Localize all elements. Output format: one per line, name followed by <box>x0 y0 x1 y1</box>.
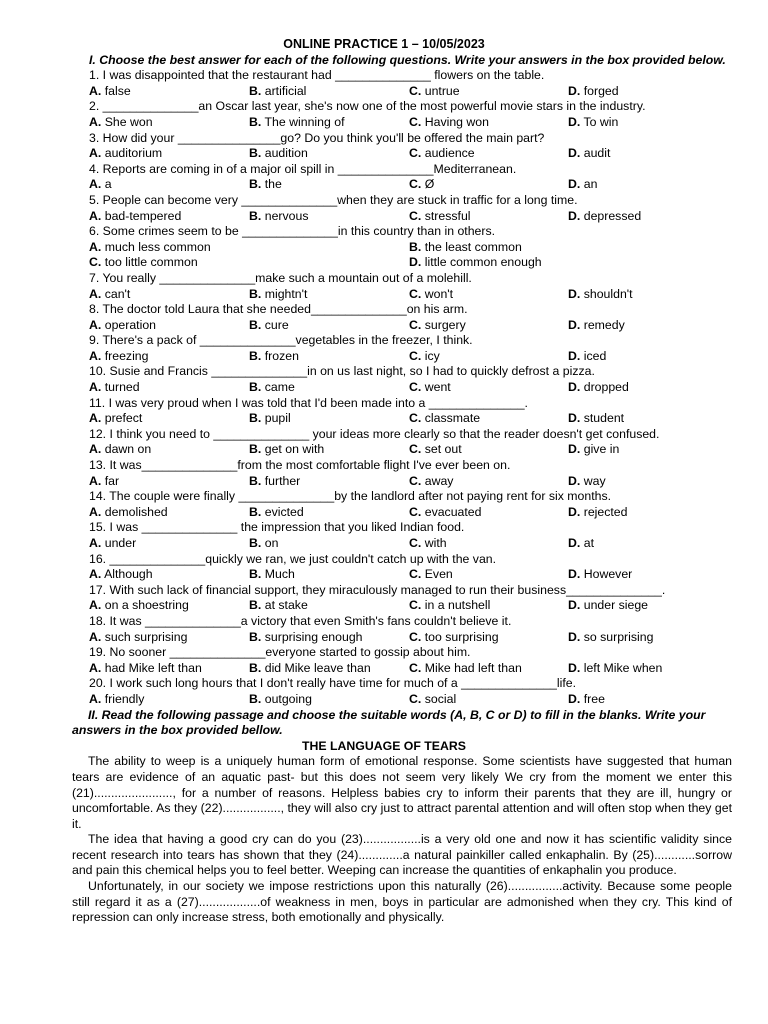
option-text: give in <box>583 442 620 457</box>
question-text: 14. The couple were finally ______________by the landlord after not paying rent for six months. <box>89 489 612 504</box>
question-text: 9. There's a pack of ______________vegetables in the freezer, I think. <box>89 333 473 348</box>
option-text: went <box>424 380 451 395</box>
option-letter: A. <box>89 536 102 550</box>
answer-option <box>249 474 300 490</box>
question-text: 10. Susie and Francis ______________in on us last night, so I had to quickly defrost a pizza. <box>89 364 595 379</box>
option-letter: B. <box>249 114 262 129</box>
option-letter: D. <box>568 208 581 223</box>
option-letter: D. <box>568 598 581 613</box>
option-letter: A. <box>89 629 102 644</box>
option-text: mightn't <box>264 286 308 301</box>
option-text: Mike had left than <box>424 660 522 675</box>
option-text: audience <box>424 146 475 161</box>
answer-option <box>568 84 619 100</box>
option-letter: D. <box>568 286 581 301</box>
option-row <box>89 115 768 131</box>
answer-option <box>568 318 625 334</box>
question-text: 12. I think you need to ______________ your ideas more clearly so that the reader doesn't get confused. <box>89 426 660 441</box>
option-text: social <box>424 691 457 706</box>
question-text: 5. People can become very ______________when they are stuck in traffic for a long time. <box>89 192 578 207</box>
option-letter: A. <box>89 177 102 192</box>
question-text: 16. ______________quickly we ran, we just couldn't catch up with the van. <box>89 551 497 566</box>
option-text: bad-tempered <box>104 208 182 223</box>
question-text: 18. It was ______________a victory that even Smith's fans couldn't believe it. <box>89 613 512 628</box>
option-letter: B. <box>249 380 262 395</box>
option-row <box>89 380 768 396</box>
option-letter: B. <box>249 442 262 457</box>
answer-option <box>89 630 187 646</box>
option-text: freezing <box>104 348 149 363</box>
option-text: auditorium <box>104 146 163 161</box>
option-text: remedy <box>583 317 625 332</box>
option-letter: C. <box>409 442 422 457</box>
option-letter: C. <box>409 629 422 644</box>
option-text: the <box>264 177 282 192</box>
option-text: evicted <box>264 504 304 519</box>
answer-option <box>568 598 648 614</box>
option-text: She won <box>104 114 153 129</box>
option-row <box>89 411 768 427</box>
option-text: operation <box>104 317 157 332</box>
option-letter: B. <box>249 286 262 301</box>
option-text: The winning of <box>264 114 345 129</box>
option-letter: A. <box>89 660 102 675</box>
option-text: false <box>104 83 131 98</box>
option-letter: D. <box>568 114 581 129</box>
answer-option <box>249 84 306 100</box>
option-letter: A. <box>89 691 102 706</box>
option-text: under siege <box>583 598 648 613</box>
option-letter: D. <box>568 442 581 457</box>
option-text: nervous <box>264 208 309 223</box>
option-letter: C. <box>409 536 422 550</box>
answer-option <box>249 411 291 427</box>
option-text: so surprising <box>583 629 654 644</box>
option-letter: D. <box>568 348 581 363</box>
option-text: further <box>264 473 301 488</box>
option-letter: D. <box>568 536 581 550</box>
option-text: iced <box>583 348 607 363</box>
question-text: 8. The doctor told Laura that she needed______________on his arm. <box>89 302 468 317</box>
option-text: came <box>264 380 295 395</box>
passage-paragraph: Unfortunately, in our society we impose restrictions upon this naturally (26)................activity. Because some people still regard it as a (27)..................of weakness in men, boys in particular are admonished when they cry. This kind of repression can only increase stress, both emotionally and physically. <box>72 879 732 925</box>
answer-option <box>89 598 189 614</box>
answer-option <box>409 567 453 583</box>
option-row <box>89 84 768 100</box>
answer-option <box>409 411 480 427</box>
option-text: set out <box>424 442 462 457</box>
question-list <box>0 68 768 707</box>
option-text: won't <box>424 286 454 301</box>
answer-option <box>89 318 156 334</box>
option-letter: C. <box>409 411 422 426</box>
answer-option <box>409 692 456 708</box>
option-letter: C. <box>409 598 422 613</box>
option-letter: C. <box>409 691 422 706</box>
answer-option <box>249 146 308 162</box>
option-letter: B. <box>249 317 262 332</box>
option-letter: B. <box>249 536 262 550</box>
answer-option <box>409 209 471 225</box>
option-letter: B. <box>249 660 262 675</box>
option-letter: D. <box>568 177 581 192</box>
option-letter: C. <box>409 83 422 98</box>
answer-option <box>89 661 202 677</box>
option-letter: B. <box>249 504 262 519</box>
option-text: such surprising <box>104 629 188 644</box>
answer-option <box>89 177 112 193</box>
option-text: far <box>104 473 120 488</box>
option-row <box>89 146 768 162</box>
passage-title: THE LANGUAGE OF TEARS <box>302 738 466 753</box>
answer-option <box>409 177 434 193</box>
answer-option <box>568 442 619 458</box>
option-letter: B. <box>249 598 262 613</box>
answer-option <box>409 661 522 677</box>
option-row <box>89 661 768 677</box>
answer-option <box>89 146 162 162</box>
option-text: can't <box>104 286 131 301</box>
option-text: classmate <box>424 411 481 426</box>
answer-option <box>89 442 151 458</box>
option-text: outgoing <box>264 691 312 706</box>
option-text: at <box>583 536 594 550</box>
option-text: However <box>583 567 633 582</box>
part1-instruction: I. Choose the best answer for each of the following questions. Write your answers in the box provided below. <box>89 52 726 67</box>
option-text: pupil <box>264 411 291 426</box>
option-letter: C. <box>409 317 422 332</box>
answer-option <box>89 287 130 303</box>
answer-option <box>568 177 597 193</box>
option-row <box>89 536 768 552</box>
question-text: 1. I was disappointed that the restaurant had ______________ flowers on the table. <box>89 68 545 83</box>
option-letter: A. <box>89 208 102 223</box>
answer-option <box>249 209 308 225</box>
answer-option <box>409 380 451 396</box>
option-text: in a nutshell <box>424 598 491 613</box>
option-letter: C. <box>409 348 422 363</box>
option-letter: B. <box>249 177 262 192</box>
option-text: student <box>583 411 625 426</box>
option-text: Even <box>424 567 453 582</box>
answer-option <box>409 255 542 271</box>
answer-option <box>568 349 606 365</box>
answer-option <box>89 240 211 256</box>
option-text: depressed <box>583 208 642 223</box>
option-text: evacuated <box>424 504 482 519</box>
answer-option <box>89 692 144 708</box>
option-text: shouldn't <box>583 286 633 301</box>
option-text: rejected <box>583 504 628 519</box>
answer-option <box>249 115 345 131</box>
option-letter: A. <box>89 348 102 363</box>
option-text: artificial <box>264 83 307 98</box>
option-text: untrue <box>424 83 460 98</box>
option-text: under <box>104 536 137 550</box>
answer-option <box>249 536 278 552</box>
option-letter: B. <box>409 239 422 254</box>
option-letter: A. <box>89 504 102 519</box>
option-text: too surprising <box>424 629 499 644</box>
option-letter: A. <box>89 598 102 613</box>
answer-option <box>409 349 440 365</box>
option-row <box>89 474 768 490</box>
option-row <box>89 318 768 334</box>
option-text: at stake <box>264 598 308 613</box>
option-row <box>89 255 768 271</box>
option-letter: B. <box>249 348 262 363</box>
option-letter: D. <box>568 317 581 332</box>
answer-option <box>89 209 181 225</box>
option-letter: C. <box>409 504 422 519</box>
option-letter: D. <box>568 380 581 395</box>
option-text: icy <box>424 348 440 363</box>
option-letter: D. <box>568 473 581 488</box>
option-row <box>89 692 768 708</box>
answer-option <box>568 661 662 677</box>
option-letter: B. <box>249 473 262 488</box>
option-text: get on with <box>264 442 325 457</box>
answer-option <box>568 536 594 552</box>
answer-option <box>89 474 119 490</box>
option-text: had Mike left than <box>104 660 202 675</box>
option-text: with <box>424 536 447 550</box>
answer-option <box>568 567 632 583</box>
question-text: 17. With such lack of financial support, they miraculously managed to run their business______________. <box>89 582 666 597</box>
answer-option <box>568 209 641 225</box>
option-text: turned <box>104 380 140 395</box>
option-letter: D. <box>568 83 581 98</box>
question-text: 4. Reports are coming in of a major oil spill in ______________Mediterranean. <box>89 161 517 176</box>
answer-option <box>409 630 499 646</box>
option-text: an <box>583 177 598 192</box>
option-text: forged <box>583 83 619 98</box>
option-text: Having won <box>424 114 489 129</box>
option-letter: A. <box>89 239 102 254</box>
answer-option <box>568 692 605 708</box>
answer-option <box>568 505 627 521</box>
option-text: away <box>424 473 454 488</box>
option-text: stressful <box>424 208 471 223</box>
answer-option <box>409 474 453 490</box>
option-text: left Mike when <box>583 660 663 675</box>
answer-option <box>409 115 489 131</box>
answer-option <box>249 692 312 708</box>
option-text: Ø <box>424 177 435 192</box>
answer-option <box>568 380 629 396</box>
part2-instruction: II. Read the following passage and choose the suitable words (A, B, C or D) to fill in the blanks. Write your answers in the box provided bellow. <box>72 707 706 738</box>
option-letter: B. <box>249 567 262 582</box>
option-letter: A. <box>89 473 102 488</box>
option-text: To win <box>583 114 619 129</box>
option-text: on <box>264 536 279 550</box>
option-text: friendly <box>104 691 145 706</box>
option-text: free <box>583 691 605 706</box>
option-letter: C. <box>409 208 422 223</box>
option-letter: B. <box>249 208 262 223</box>
answer-option <box>409 505 481 521</box>
option-row <box>89 287 768 303</box>
option-text: Much <box>264 567 295 582</box>
option-letter: A. <box>89 442 102 457</box>
question-text: 13. It was______________from the most comfortable flight I've ever been on. <box>89 458 511 473</box>
option-row <box>89 349 768 365</box>
option-letter: D. <box>568 629 581 644</box>
option-text: frozen <box>264 348 299 363</box>
answer-option <box>249 505 304 521</box>
option-text: audit <box>583 146 611 161</box>
answer-option <box>249 287 307 303</box>
option-text: audition <box>264 146 308 161</box>
answer-option <box>89 84 131 100</box>
option-letter: B. <box>249 691 262 706</box>
option-row <box>89 567 768 583</box>
option-text: little common enough <box>424 255 542 270</box>
option-letter: A. <box>89 317 102 332</box>
answer-option <box>568 474 606 490</box>
page-title: ONLINE PRACTICE 1 – 10/05/2023 <box>283 37 485 51</box>
passage-paragraph: The ability to weep is a uniquely human form of emotional response. Some scientists have suggested that human tears are evidence of an aquatic past- but this does not seem very likely We cry from the moment we enter this (21)......................., for a number of reasons. Helpless babies cry to inform their parents that they are ill, hungry or uncomfortable. As they (22)................., they will also cry just to attract parental attention and will often stop when they get it. <box>72 754 732 831</box>
answer-option <box>409 318 466 334</box>
answer-option <box>249 567 295 583</box>
option-letter: D. <box>568 411 581 426</box>
option-letter: B. <box>249 146 262 161</box>
option-letter: D. <box>568 660 581 675</box>
option-row <box>89 442 768 458</box>
answer-option <box>249 349 299 365</box>
option-text: dropped <box>583 380 629 395</box>
option-letter: C. <box>409 660 422 675</box>
option-text: demolished <box>104 504 168 519</box>
option-text: the least common <box>424 239 522 254</box>
passage-paragraph: The idea that having a good cry can do you (23).................is a very old one and now it has scientific validity since recent research into tears has shown that they (24).............a natural painkiller called enkaphalin. By (25)............sorrow and pain this chemical helps you to feel better. Weeping can increase the quantities of enkaphalin you produce. <box>72 832 732 878</box>
option-row <box>89 240 768 256</box>
option-row <box>89 630 768 646</box>
answer-option <box>409 84 460 100</box>
option-letter: C. <box>409 286 422 301</box>
passage <box>0 754 768 926</box>
option-letter: B. <box>249 411 262 426</box>
option-letter: A. <box>89 567 102 582</box>
option-text: surprising enough <box>264 629 363 644</box>
answer-option <box>409 240 522 256</box>
question-text: 2. ______________an Oscar last year, she's now one of the most powerful movie stars in the industry. <box>89 99 646 114</box>
option-letter: D. <box>568 146 581 161</box>
option-letter: C. <box>409 114 422 129</box>
answer-option <box>568 630 653 646</box>
answer-option <box>89 567 153 583</box>
question-text: 7. You really ______________make such a mountain out of a molehill. <box>89 270 472 285</box>
option-text: cure <box>264 317 289 332</box>
answer-option <box>409 287 453 303</box>
answer-option <box>568 287 633 303</box>
answer-option <box>89 380 140 396</box>
question-text: 20. I work such long hours that I don't really have time for much of a ______________life. <box>89 676 577 691</box>
option-letter: C. <box>409 380 422 395</box>
option-letter: C. <box>409 473 422 488</box>
answer-option <box>89 536 136 552</box>
option-row <box>89 505 768 521</box>
option-letter: D. <box>409 255 422 270</box>
answer-option <box>89 349 148 365</box>
option-text: surgery <box>424 317 466 332</box>
option-text: too little common <box>104 255 198 270</box>
option-text: way <box>583 473 606 488</box>
option-letter: A. <box>89 286 102 301</box>
option-letter: A. <box>89 146 102 161</box>
answer-option <box>568 115 618 131</box>
answer-option <box>89 411 142 427</box>
answer-option <box>409 442 462 458</box>
answer-option <box>409 536 447 552</box>
option-row <box>89 209 768 225</box>
question-text: 15. I was ______________ the impression that you liked Indian food. <box>89 520 465 535</box>
answer-option <box>249 630 363 646</box>
answer-option <box>249 177 282 193</box>
answer-option <box>568 146 610 162</box>
answer-option <box>249 380 295 396</box>
question-text: 11. I was very proud when I was told that I'd been made into a ______________. <box>89 395 528 410</box>
option-letter: C. <box>409 146 422 161</box>
option-letter: C. <box>89 255 102 270</box>
option-letter: B. <box>249 83 262 98</box>
option-row <box>89 177 768 193</box>
option-letter: D. <box>568 691 581 706</box>
answer-option <box>89 505 168 521</box>
option-text: dawn on <box>104 442 152 457</box>
answer-option <box>249 318 289 334</box>
option-letter: D. <box>568 504 581 519</box>
answer-option <box>409 146 475 162</box>
answer-option <box>409 598 490 614</box>
answer-option <box>568 411 624 427</box>
option-letter: B. <box>249 629 262 644</box>
answer-option <box>89 255 198 271</box>
option-letter: C. <box>409 567 422 582</box>
option-letter: A. <box>89 380 102 395</box>
option-text: a <box>104 177 112 192</box>
option-letter: D. <box>568 567 581 582</box>
option-letter: A. <box>89 83 102 98</box>
answer-option <box>249 598 308 614</box>
option-letter: C. <box>409 177 422 192</box>
answer-option <box>89 115 153 131</box>
option-text: on a shoestring <box>104 598 189 613</box>
question-text: 19. No sooner ______________everyone started to gossip about him. <box>89 645 471 660</box>
option-text: much less common <box>104 239 211 254</box>
answer-option <box>249 661 371 677</box>
question-text: 6. Some crimes seem to be ______________in this country than in others. <box>89 224 496 239</box>
option-text: did Mike leave than <box>264 660 371 675</box>
answer-option <box>249 442 324 458</box>
option-letter: A. <box>89 411 102 426</box>
option-text: prefect <box>104 411 143 426</box>
option-letter: A. <box>89 114 102 129</box>
question-text: 3. How did your _______________go? Do you think you'll be offered the main part? <box>89 130 545 145</box>
option-row <box>89 598 768 614</box>
option-text: Although <box>104 567 153 582</box>
